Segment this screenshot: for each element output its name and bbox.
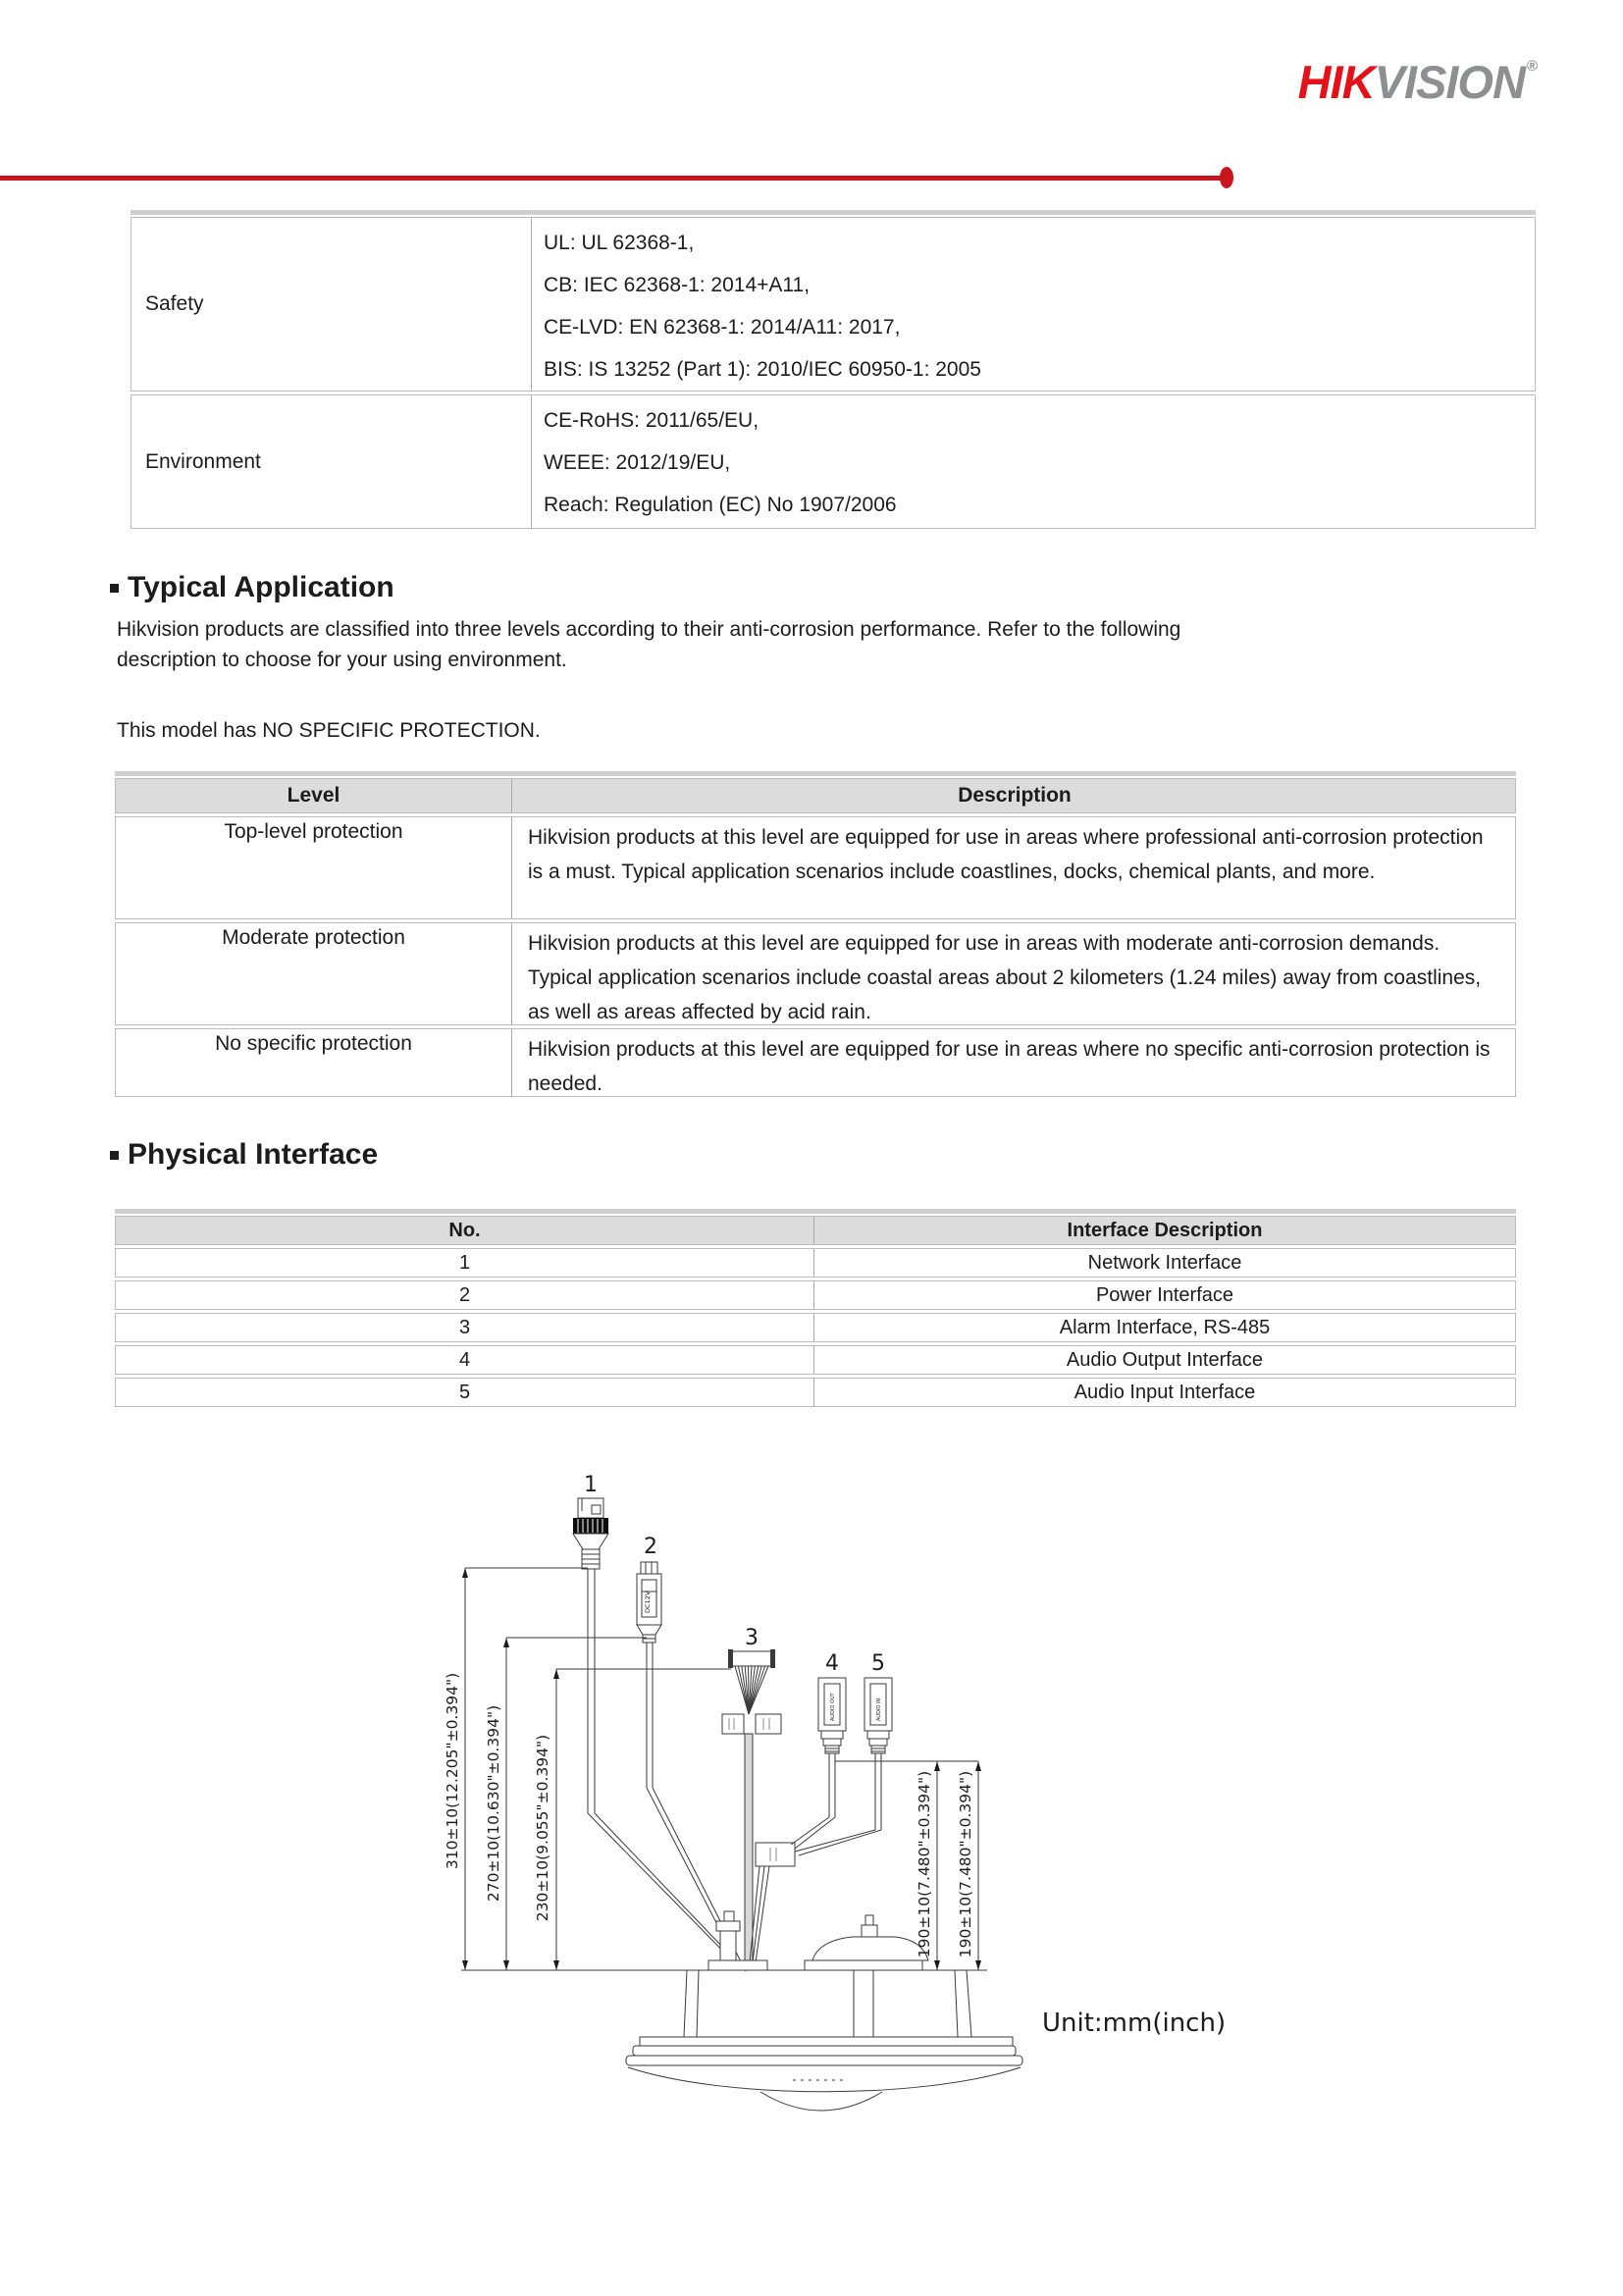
intro-line: Hikvision products are classified into three levels according to their anti-corrosion performance. Refer to the following bbox=[117, 618, 1181, 641]
cert-line: Reach: Regulation (EC) No 1907/2006 bbox=[544, 494, 897, 516]
unit-note: Unit:mm(inch) bbox=[1042, 2009, 1227, 2038]
table-row bbox=[115, 816, 1516, 919]
level-cell: No specific protection bbox=[116, 1029, 512, 1096]
level-cell: Moderate protection bbox=[116, 923, 512, 1024]
table-header-row bbox=[115, 1216, 1516, 1245]
column-header: Interface Description bbox=[1067, 1219, 1263, 1241]
no-cell: 3 bbox=[116, 1314, 814, 1341]
row-label: Safety bbox=[131, 218, 532, 391]
row-values bbox=[532, 218, 1535, 391]
callout-4: 4 bbox=[825, 1651, 839, 1676]
description-cell: Hikvision products at this level are equipped for use in areas with moderate anti-corrosion demands. Typical application scenarios include coastal areas about 2 kilometers (1.24 miles) away from coastlines, as well as areas affected by acid rain. bbox=[528, 932, 1482, 1023]
network-connector bbox=[573, 1498, 744, 1969]
cable-dimension-diagram bbox=[393, 1452, 1276, 2296]
description-cell: Network Interface bbox=[1087, 1251, 1242, 1274]
callout-3: 3 bbox=[745, 1626, 759, 1650]
dim-190-a: 190±10(7.480"±0.394") bbox=[916, 1770, 933, 1958]
power-connector bbox=[637, 1562, 746, 1971]
typical-application-intro bbox=[117, 614, 1549, 675]
table-row bbox=[115, 1378, 1516, 1407]
table-row bbox=[115, 1248, 1516, 1278]
column-header: Level bbox=[116, 779, 512, 812]
description-cell: Hikvision products at this level are equipped for use in areas where professional anti-corrosion protection is a must. Typical application scenarios include coastlines, docks, chemical plants, and more. bbox=[528, 826, 1484, 883]
description-cell: Hikvision products at this level are equipped for use in areas where no specific anti-corrosion protection is needed. bbox=[528, 1038, 1491, 1095]
logo-vision: VISION bbox=[1374, 56, 1525, 108]
registered-mark: ® bbox=[1526, 58, 1537, 75]
table-row bbox=[131, 394, 1536, 529]
description-cell: Alarm Interface, RS-485 bbox=[1059, 1316, 1271, 1338]
description-cell: Audio Output Interface bbox=[1066, 1348, 1264, 1371]
table-row bbox=[115, 922, 1516, 1025]
level-cell: Top-level protection bbox=[116, 817, 512, 918]
cert-line: UL: UL 62368-1, bbox=[544, 232, 695, 254]
cert-line: CB: IEC 62368-1: 2014+A11, bbox=[544, 274, 811, 296]
section-title: Typical Application bbox=[128, 571, 394, 603]
cert-line: CE-LVD: EN 62368-1: 2014/A11: 2017, bbox=[544, 316, 901, 339]
protection-note: This model has NO SPECIFIC PROTECTION. bbox=[117, 719, 541, 742]
dim-230: 230±10(9.055"±0.394") bbox=[534, 1734, 551, 1922]
square-bullet-icon bbox=[110, 584, 119, 593]
description-cell: Audio Input Interface bbox=[1073, 1381, 1256, 1403]
dim-270: 270±10(10.630"±0.394") bbox=[485, 1704, 502, 1903]
section-title: Physical Interface bbox=[128, 1138, 379, 1171]
power-tag-label: DC12V bbox=[644, 1591, 652, 1613]
logo-hik: HIK bbox=[1297, 56, 1375, 108]
table-row bbox=[115, 1028, 1516, 1097]
table-row bbox=[115, 1280, 1516, 1310]
dim-190-b: 190±10(7.480"±0.394") bbox=[957, 1770, 974, 1958]
interface-table bbox=[115, 1209, 1516, 1410]
intro-line: description to choose for your using environment. bbox=[117, 649, 567, 671]
no-cell: 5 bbox=[116, 1379, 814, 1406]
table-header-row bbox=[115, 778, 1516, 813]
table-row bbox=[131, 217, 1536, 391]
section-heading-physical-interface bbox=[110, 1138, 378, 1172]
table-row bbox=[115, 1345, 1516, 1375]
callout-2: 2 bbox=[644, 1535, 657, 1559]
audio-in-tag-label: AUDIO IN bbox=[876, 1697, 882, 1721]
callout-5: 5 bbox=[871, 1651, 885, 1676]
audio-out-tag-label: AUDIO OUT bbox=[830, 1693, 836, 1721]
hikvision-logo bbox=[1298, 55, 1537, 109]
description-cell: Power Interface bbox=[1095, 1283, 1234, 1306]
protection-level-table bbox=[115, 771, 1516, 1100]
dim-310: 310±10(12.205"±0.394") bbox=[444, 1672, 461, 1870]
cert-line: CE-RoHS: 2011/65/EU, bbox=[544, 409, 759, 432]
diagram-svg bbox=[393, 1452, 1276, 2296]
table-row bbox=[115, 1313, 1516, 1342]
no-cell: 4 bbox=[116, 1346, 814, 1374]
row-label: Environment bbox=[131, 395, 532, 528]
audio-out-connector bbox=[791, 1678, 846, 1849]
square-bullet-icon bbox=[110, 1151, 119, 1160]
section-heading-typical-application bbox=[110, 571, 394, 604]
row-values bbox=[532, 395, 1535, 528]
column-header: No. bbox=[116, 1217, 814, 1244]
certification-table bbox=[131, 210, 1536, 532]
column-header: Description bbox=[958, 784, 1072, 807]
cert-line: WEEE: 2012/19/EU, bbox=[544, 451, 731, 474]
cert-line: BIS: IS 13252 (Part 1): 2010/IEC 60950-1: 2005 bbox=[544, 358, 981, 381]
header-rule bbox=[0, 176, 1221, 181]
no-cell: 2 bbox=[116, 1281, 814, 1309]
no-cell: 1 bbox=[116, 1249, 814, 1277]
header-rule-dot bbox=[1220, 167, 1233, 188]
callout-1: 1 bbox=[584, 1473, 598, 1497]
